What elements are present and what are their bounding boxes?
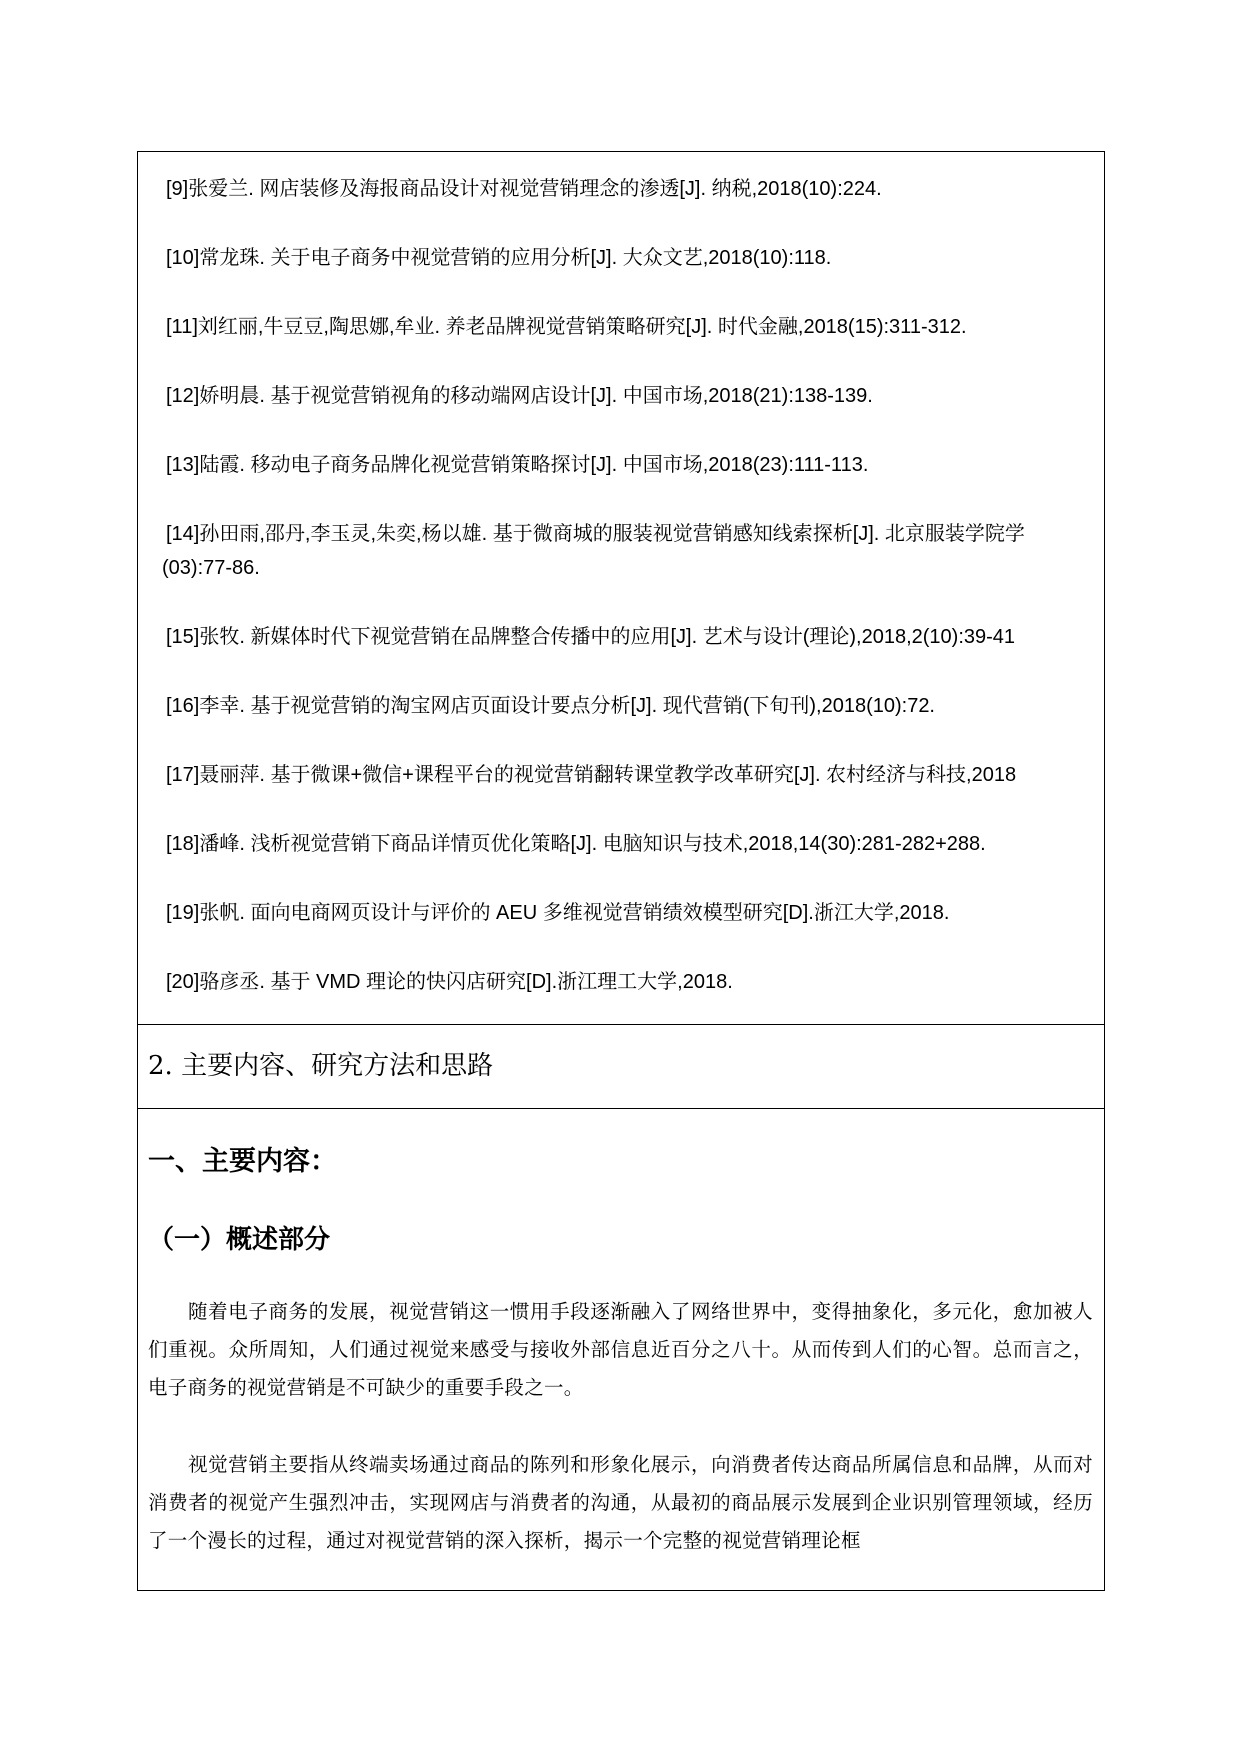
- reference-item: [15]张牧. 新媒体时代下视觉营销在品牌整合传播中的应用[J]. 艺术与设计(理论),2018,2(10):39-41: [166, 626, 1016, 648]
- reference-item: [20]骆彦丞. 基于 VMD 理论的快闪店研究[D].浙江理工大学,2018.: [166, 971, 733, 993]
- reference-item: [11]刘红丽,牛豆豆,陶思娜,牟业. 养老品牌视觉营销策略研究[J]. 时代金融,2018(15):311-312.: [166, 316, 967, 338]
- references-cell: [138, 152, 1104, 1025]
- reference-item: [18]潘峰. 浅析视觉营销下商品详情页优化策略[J]. 电脑知识与技术,2018,14(30):281-282+288.: [166, 833, 986, 855]
- sub-heading: （一）概述部分: [148, 1225, 331, 1255]
- reference-item: [14]孙田雨,邵丹,李玉灵,朱奕,杨以雄. 基于微商城的服装视觉营销感知线索探析[J]. 北京服装学院学 (03):77-86.: [166, 517, 1025, 585]
- reference-item: [10]常龙珠. 关于电子商务中视觉营销的应用分析[J]. 大众文艺,2018(10):118.: [166, 247, 832, 269]
- content-cell: [138, 1109, 1104, 1590]
- main-heading: 一、主要内容：: [148, 1146, 337, 1177]
- section-title: 2. 主要内容、研究方法和思路: [148, 1051, 494, 1081]
- section-header-cell: [138, 1025, 1104, 1109]
- document-table: [137, 151, 1105, 1591]
- reference-item: [9]张爱兰. 网店装修及海报商品设计对视觉营销理念的渗透[J]. 纳税,2018(10):224.: [166, 178, 882, 200]
- reference-item: [17]聂丽萍. 基于微课+微信+课程平台的视觉营销翻转课堂教学改革研究[J]. 农村经济与科技,2018: [166, 764, 1017, 786]
- reference-item: [13]陆霞. 移动电子商务品牌化视觉营销策略探讨[J]. 中国市场,2018(23):111-113.: [166, 454, 869, 476]
- body-paragraph: 视觉营销主要指从终端卖场通过商品的陈列和形象化展示，向消费者传达商品所属信息和品牌，从而对消费者的视觉产生强烈冲击，实现网店与消费者的沟通，从最初的商品展示发展到企业识别管理领域，经历了一个漫长的过程，通过对视觉营销的深入探析，揭示一个完整的视觉营销理论框: [148, 1453, 1093, 1552]
- reference-continuation: (03):77-86.: [162, 557, 260, 579]
- reference-item: [16]李幸. 基于视觉营销的淘宝网店页面设计要点分析[J]. 现代营销(下旬刊),2018(10):72.: [166, 695, 935, 717]
- reference-item: [12]娇明晨. 基于视觉营销视角的移动端网店设计[J]. 中国市场,2018(21):138-139.: [166, 385, 873, 407]
- body-paragraph: 随着电子商务的发展，视觉营销这一惯用手段逐渐融入了网络世界中，变得抽象化，多元化，愈加被人们重视。众所周知，人们通过视觉来感受与接收外部信息近百分之八十。从而传到人们的心智。总而言之，电子商务的视觉营销是不可缺少的重要手段之一。: [148, 1300, 1093, 1399]
- reference-item: [19]张帆. 面向电商网页设计与评价的 AEU 多维视觉营销绩效模型研究[D].浙江大学,2018.: [166, 902, 950, 924]
